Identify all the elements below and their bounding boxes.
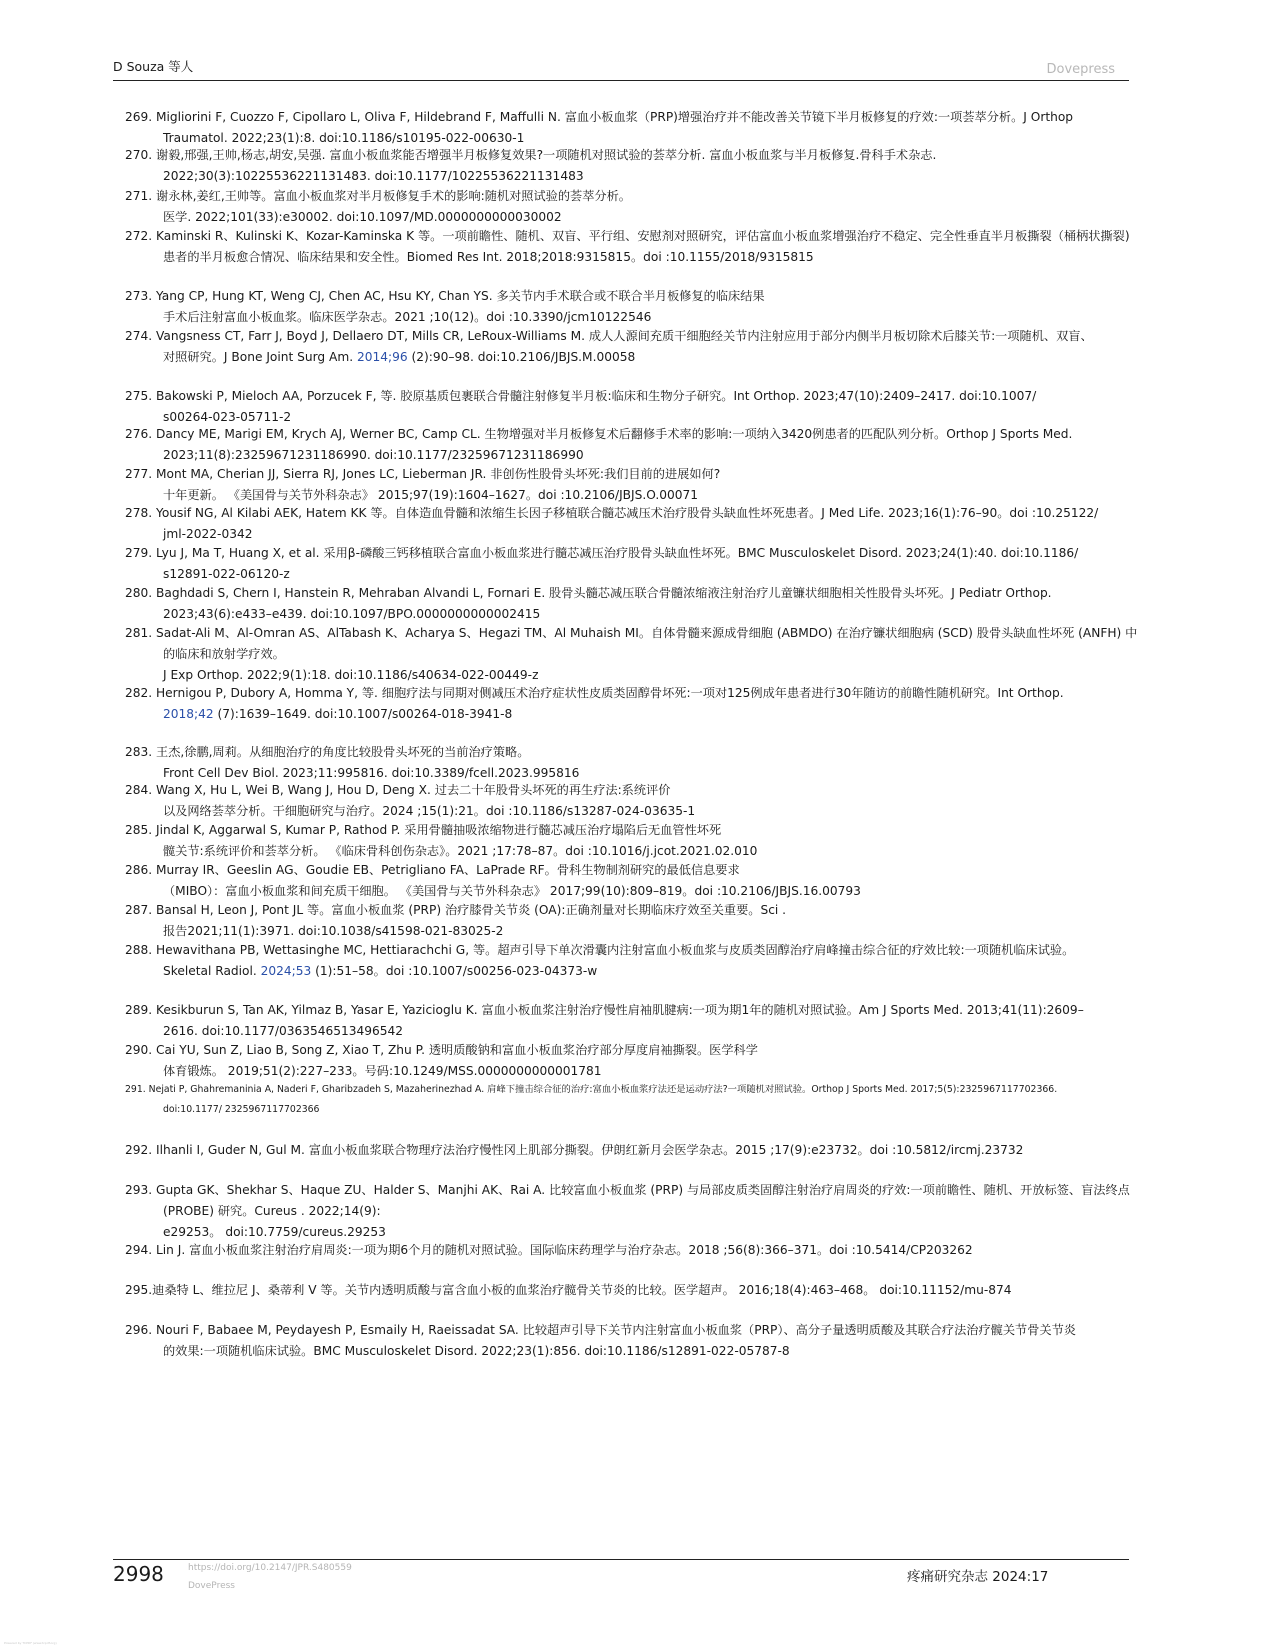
- reference-first-line: 273. Yang CP, Hung KT, Weng CJ, Chen AC, Hsu KY, Chan YS. 多关节内手术联合或不联合半月板修复的临床结果: [125, 289, 765, 303]
- reference-first-line: 279. Lyu J, Ma T, Huang X, et al. 采用β-磷酸三钙移植联合富血小板血浆进行髓芯减压治疗股骨头缺血性坏死。BMC Musculoskelet Disord. 2023;24(1):40. doi:10.1186/: [125, 546, 1079, 560]
- reference-continuation-line: 髋关节:系统评价和荟萃分析。 《临床骨科创伤杂志》。2021 ;17:78–87。doi :10.1016/j.jcot.2021.02.010: [163, 844, 758, 858]
- reference-entry: [125, 623, 1138, 686]
- reference-continuation-line: Front Cell Dev Biol. 2023;11:995816. doi:10.3389/fcell.2023.995816: [163, 766, 580, 780]
- reference-first-line: 274. Vangsness CT, Farr J, Boyd J, Dellaero DT, Mills CR, LeRoux-Williams M. 成人人源间充质干细胞经关节内注射应用于部分内侧半月板切除术后膝关节:一项随机、双盲、: [125, 329, 1093, 343]
- tiny-watermark: Powered by TCPDF (www.tcpdf.org): [4, 1641, 57, 1645]
- reference-continuation-line: jml-2022-0342: [163, 527, 253, 541]
- reference-continuation-line: 的效果:一项随机临床试验。BMC Musculoskelet Disord. 2022;23(1):856. doi:10.1186/s12891-022-05787-8: [163, 1344, 790, 1358]
- reference-entry: [125, 145, 1135, 187]
- volume-link[interactable]: 2018;42: [163, 707, 214, 721]
- reference-first-line: 288. Hewavithana PB, Wettasinghe MC, Hettiarachchi G, 等。超声引导下单次滑囊内注射富血小板血浆与皮质类固醇治疗肩峰撞击综合征的疗效比较:一项随机临床试验。: [125, 943, 1075, 957]
- reference-continuation-line: 患者的半月板愈合情况、临床结果和安全性。Biomed Res Int. 2018;2018:9315815。doi :10.1155/2018/9315815: [163, 250, 814, 264]
- reference-entry: [125, 780, 1135, 822]
- reference-first-line: 277. Mont MA, Cherian JJ, Sierra RJ, Jones LC, Lieberman JR. 非创伤性股骨头坏死:我们目前的进展如何?: [125, 467, 721, 481]
- reference-continuation-line: （MIBO）：富血小板血浆和间充质干细胞。 《美国骨与关节外科杂志》 2017;99(10):809–819。doi :10.2106/JBJS.16.00793: [163, 884, 861, 898]
- reference-entry: [125, 386, 1135, 428]
- volume-link[interactable]: 2014;96: [356, 350, 408, 364]
- reference-continuation-line: Skeletal Radiol. 2024;53 (1):51–58。doi :10.1007/s00256-023-04373-w: [163, 964, 598, 978]
- reference-continuation-line: 对照研究。J Bone Joint Surg Am. 2014;96 (2):90–98. doi:10.2106/JBJS.M.00058: [163, 350, 636, 364]
- doi-link[interactable]: https://doi.org/10.2147/JPR.S480559: [188, 1563, 352, 1573]
- reference-continuation-line: 体育锻炼。 2019;51(2):227–233。号码:10.1249/MSS.0000000000001781: [163, 1064, 602, 1078]
- reference-entry: [125, 860, 1135, 902]
- reference-entry: [125, 742, 1135, 784]
- reference-first-line: 276. Dancy ME, Marigi EM, Krych AJ, Werner BC, Camp CL. 生物增强对半月板修复术后翻修手术率的影响:一项纳入3420例患者的匹配队列分析。Orthop J Sports Med.: [125, 427, 1073, 441]
- reference-entry: [125, 107, 1135, 149]
- reference-entry: [125, 1080, 1135, 1120]
- publisher-name: DovePress: [188, 1581, 235, 1591]
- volume-link[interactable]: 2024;53: [260, 964, 312, 978]
- reference-entry: [125, 900, 1135, 942]
- reference-entry: [125, 286, 1135, 328]
- reference-continuation-line: 的临床和放射学疗效。: [163, 647, 285, 661]
- header-rule: [113, 80, 1129, 81]
- reference-first-line: 289. Kesikburun S, Tan AK, Yilmaz B, Yasar E, Yazicioglu K. 富血小板血浆注射治疗慢性肩袖肌腱病:一项为期1年的随机对照试验。Am J Sports Med. 2013;41(11):2609–: [125, 1003, 1084, 1017]
- reference-first-line: 275. Bakowski P, Mieloch AA, Porzucek F, 等. 胶原基质包裹联合骨髓注射修复半月板:临床和生物分子研究。Int Orthop. 2023;47(10):2409–2417. doi:10.1007/: [125, 389, 1037, 403]
- reference-first-line: 282. Hernigou P, Dubory A, Homma Y, 等. 细胞疗法与同期对侧减压术治疗症状性皮质类固醇骨坏死:一项对125例成年患者进行30年随访的前瞻性随机研究。Int Orthop.: [125, 686, 1064, 700]
- reference-first-line: 283. 王杰,徐鹏,周莉。从细胞治疗的角度比较股骨头坏死的当前治疗策略。: [125, 745, 530, 759]
- reference-entry: [125, 1140, 1135, 1161]
- reference-first-line: 293. Gupta GK、Shekhar S、Haque ZU、Halder S、Manjhi AK、Rai A. 比较富血小板血浆 (PRP) 与局部皮质类固醇注射治疗肩周炎的疗效:一项前瞻性、随机、开放标签、盲法终点: [125, 1183, 1130, 1197]
- reference-entry: [125, 683, 1135, 725]
- reference-continuation-line: Traumatol. 2022;23(1):8. doi:10.1186/s10195-022-00630-1: [163, 131, 525, 145]
- reference-entry: [125, 1000, 1135, 1042]
- reference-entry: [125, 583, 1135, 625]
- reference-entry: [125, 186, 1135, 228]
- reference-first-line: 270. 谢毅,邢强,王帅,杨志,胡安,吴强. 富血小板血浆能否增强半月板修复效果?一项随机对照试验的荟萃分析. 富血小板血浆与半月板修复.骨科手术杂志.: [125, 148, 937, 162]
- reference-continuation-line: 报告2021;11(1):3971. doi:10.1038/s41598-021-83025-2: [163, 924, 504, 938]
- reference-continuation-line: 十年更新。 《美国骨与关节外科杂志》 2015;97(19):1604–1627。doi :10.2106/JBJS.O.00071: [163, 488, 698, 502]
- brand-logo-text: Dovepress: [1046, 62, 1115, 77]
- reference-entry: [125, 1280, 1135, 1301]
- reference-first-line: 278. Yousif NG, Al Kilabi AEK, Hatem KK 等。自体造血骨髓和浓缩生长因子移植联合髓芯减压术治疗股骨头缺血性坏死患者。J Med Life. 2023;16(1):76–90。doi :10.25122/: [125, 506, 1099, 520]
- reference-continuation-line: e29253。 doi:10.7759/cureus.29253: [163, 1225, 386, 1239]
- reference-entry: [125, 543, 1135, 585]
- reference-first-line: 284. Wang X, Hu L, Wei B, Wang J, Hou D, Deng X. 过去二十年股骨头坏死的再生疗法:系统评价: [125, 783, 671, 797]
- reference-first-line: 295.迪桑特 L、维拉尼 J、桑蒂利 V 等。关节内透明质酸与富含血小板的血浆治疗髋骨关节炎的比较。医学超声。 2016;18(4):463–468。 doi:10.11152/mu-874: [125, 1283, 1012, 1297]
- reference-continuation-line: 2023;11(8):23259671231186990. doi:10.1177/23259671231186990: [163, 448, 584, 462]
- running-author: D Souza 等人: [113, 59, 194, 74]
- reference-first-line: 291. Nejati P, Ghahremaninia A, Naderi F, Gharibzadeh S, Mazaherinezhad A. 肩峰下撞击综合征的治疗:富血小板血浆疗法还是运动疗法?一项随机对照试验。Orthop J Sports Med. 2017;5(5):2325967117702366.: [125, 1084, 1058, 1095]
- reference-entry: [125, 1180, 1135, 1243]
- reference-first-line: 272. Kaminski R、Kulinski K、Kozar-Kaminska K 等。一项前瞻性、随机、双盲、平行组、安慰剂对照研究，评估富血小板血浆增强治疗不稳定、完全性垂直半月板撕裂（桶柄状撕裂): [125, 229, 1130, 243]
- reference-entry: [125, 503, 1135, 545]
- reference-entry: [125, 326, 1135, 368]
- reference-continuation-line: 2018;42 (7):1639–1649. doi:10.1007/s00264-018-3941-8: [163, 707, 513, 721]
- journal-citation: 疼痛研究杂志 2024:17: [907, 1569, 1049, 1585]
- reference-first-line: 269. Migliorini F, Cuozzo F, Cipollaro L, Oliva F, Hildebrand F, Maffulli N. 富血小板血浆（PRP)增强治疗并不能改善关节镜下半月板修复的疗效:一项荟萃分析。J Orthop: [125, 110, 1074, 124]
- reference-first-line: 294. Lin J. 富血小板血浆注射治疗肩周炎:一项为期6个月的随机对照试验。国际临床药理学与治疗杂志。2018 ;56(8):366–371。doi :10.5414/CP203262: [125, 1243, 973, 1257]
- reference-first-line: 271. 谢永林,姜红,王帅等。富血小板血浆对半月板修复手术的影响:随机对照试验的荟萃分析。: [125, 189, 631, 203]
- reference-first-line: 280. Baghdadi S, Chern I, Hanstein R, Mehraban Alvandi L, Fornari E. 股骨头髓芯减压联合骨髓浓缩液注射治疗儿童镰状细胞相关性股骨头坏死。J Pediatr Orthop.: [125, 586, 1052, 600]
- reference-continuation-line: (PROBE) 研究。Cureus . 2022;14(9):: [163, 1204, 381, 1218]
- reference-continuation-line: J Exp Orthop. 2022;9(1):18. doi:10.1186/s40634-022-00449-z: [163, 668, 539, 682]
- reference-entry: [125, 1240, 1135, 1261]
- reference-continuation-line: 2616. doi:10.1177/0363546513496542: [163, 1024, 404, 1038]
- reference-first-line: 281. Sadat-Ali M、Al-Omran AS、AlTabash K、Acharya S、Hegazi TM、Al Muhaish MI。自体骨髓来源成骨细胞 (ABMDO) 在治疗镰状细胞病 (SCD) 股骨头缺血性坏死 (ANFH) 中: [125, 626, 1138, 640]
- reference-continuation-line: doi:10.1177/ 2325967117702366: [163, 1104, 320, 1115]
- reference-first-line: 286. Murray IR、Geeslin AG、Goudie EB、Petrigliano FA、LaPrade RF。骨科生物制剂研究的最低信息要求: [125, 863, 740, 877]
- reference-entry: [125, 940, 1135, 982]
- reference-entry: [125, 464, 1135, 506]
- reference-continuation-line: 以及网络荟萃分析。干细胞研究与治疗。2024 ;15(1):21。doi :10.1186/s13287-024-03635-1: [163, 804, 696, 818]
- reference-entry: [125, 1040, 1135, 1082]
- reference-continuation-line: s00264-023-05711-2: [163, 410, 292, 424]
- reference-continuation-line: 手术后注射富血小板血浆。临床医学杂志。2021 ;10(12)。doi :10.3390/jcm10122546: [163, 310, 652, 324]
- reference-entry: [125, 226, 1135, 268]
- reference-first-line: 290. Cai YU, Sun Z, Liao B, Song Z, Xiao T, Zhu P. 透明质酸钠和富血小板血浆治疗部分厚度肩袖撕裂。医学科学: [125, 1043, 758, 1057]
- reference-continuation-line: s12891-022-06120-z: [163, 567, 290, 581]
- reference-entry: [125, 820, 1135, 862]
- reference-first-line: 285. Jindal K, Aggarwal S, Kumar P, Rathod P. 采用骨髓抽吸浓缩物进行髓芯减压治疗塌陷后无血管性坏死: [125, 823, 722, 837]
- reference-first-line: 292. Ilhanli I, Guder N, Gul M. 富血小板血浆联合物理疗法治疗慢性冈上肌部分撕裂。伊朗红新月会医学杂志。2015 ;17(9):e23732。doi :10.5812/ircmj.23732: [125, 1143, 1024, 1157]
- reference-first-line: 287. Bansal H, Leon J, Pont JL 等。富血小板血浆 (PRP) 治疗膝骨关节炎 (OA):正确剂量对长期临床疗效至关重要。Sci .: [125, 903, 787, 917]
- page-number: 2998: [113, 1562, 164, 1586]
- reference-entry: [125, 1320, 1135, 1362]
- reference-continuation-line: 2022;30(3):10225536221131483. doi:10.1177/10225536221131483: [163, 169, 584, 183]
- reference-entry: [125, 424, 1135, 466]
- reference-first-line: 296. Nouri F, Babaee M, Peydayesh P, Esmaily H, Raeissadat SA. 比较超声引导下关节内注射富血小板血浆（PRP）、高分子量透明质酸及其联合疗法治疗髋关节骨关节炎: [125, 1323, 1076, 1337]
- footer-rule: [113, 1559, 1129, 1560]
- reference-continuation-line: 医学. 2022;101(33):e30002. doi:10.1097/MD.0000000000030002: [163, 210, 562, 224]
- reference-continuation-line: 2023;43(6):e433–e439. doi:10.1097/BPO.0000000000002415: [163, 607, 541, 621]
